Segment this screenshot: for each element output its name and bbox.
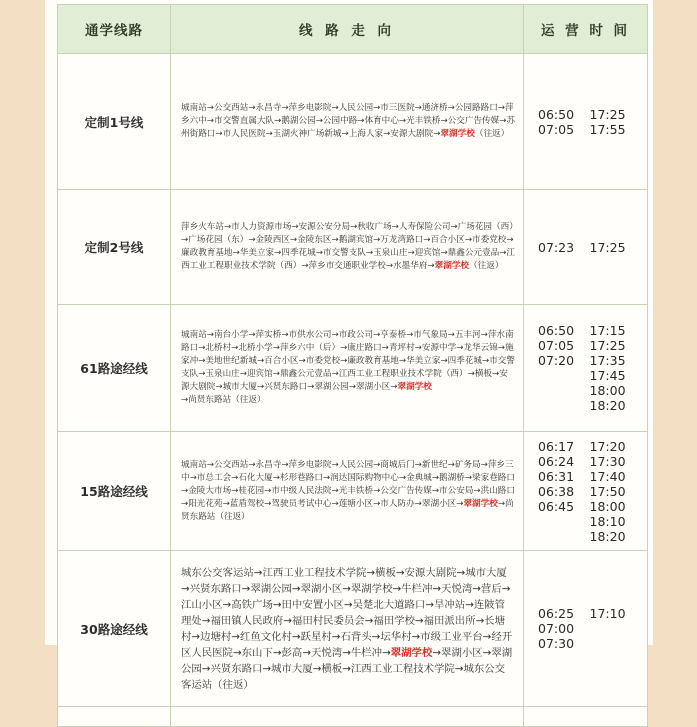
header-time: 运 营 时 间	[524, 5, 648, 54]
time-value: 18:00	[589, 498, 626, 514]
route-stops-tail: （往返）	[474, 129, 510, 139]
evening-times	[590, 240, 634, 255]
time-value: 17:50	[589, 483, 626, 499]
time-value: 17:35	[589, 353, 626, 368]
evening-times	[590, 107, 634, 137]
time-value: 07:23	[538, 239, 575, 255]
route-times	[524, 551, 648, 707]
school-stop: 翠湖学校	[440, 129, 475, 139]
time-value: 06:38	[538, 483, 575, 499]
route-times	[524, 54, 648, 190]
time-value: 06:50	[538, 106, 575, 122]
route-table	[57, 4, 648, 727]
route-stops: 城东公交客运站→江西工业工程技术学院→横板→安源大剧院→城市大厦→兴贤东路口→翠湖公园→翠湖小区→翠湖学校→牛栏冲→天悦湾→营后→江山小区→高铁广场→田中安置小区→吴楚北大道路口→旱冲站→连陂管理处→福田镇人民政府→福田村民委员会→福田学校→福田派出所→长塘村→边塘村→红鱼文化村→跃星村→石背头→坛华村→市级工业平台→经开区人民医院→东山下→彭高→天悦湾→牛栏冲→	[181, 566, 513, 659]
route-name: 15路途经线	[58, 432, 171, 551]
time-value: 06:24	[538, 453, 575, 469]
route-stops-tail: （往返）	[469, 261, 504, 271]
table-header-row	[58, 5, 648, 54]
time-value: 18:20	[589, 528, 626, 544]
table-row	[58, 432, 648, 551]
route-stops: 萍乡火车站→市人力资源市场→安源公安分局→秋收广场→人寿保险公司→广场花园（西）→广场花园（东）→金陵西区→金陵东区→鹅湖宾馆→万龙湾路口→百合小区→市委党校→廉政教育基地→华美立家→四季花城→市交警支队→玉泉山庄→迎宾馆→鼎鑫公元壹品→江西工业工程职业技术学院（西）→萍乡市交通职业学校→水墨华府→	[181, 222, 515, 271]
school-stop: 翠湖学校	[434, 261, 470, 271]
evening-times	[590, 439, 634, 544]
evening-times	[590, 323, 634, 413]
morning-times	[538, 240, 582, 255]
table-row	[58, 551, 648, 707]
time-value: 17:10	[589, 606, 626, 621]
time-value: 06:25	[538, 606, 575, 621]
route-direction	[171, 305, 524, 432]
header-direction: 线 路 走 向	[171, 5, 524, 54]
route-stops-tail: →尚贤东路站（往返）	[181, 498, 514, 522]
time-value: 07:05	[538, 338, 575, 353]
route-times	[524, 190, 648, 305]
time-value: 18:20	[589, 398, 626, 413]
route-name: 30路途经线	[58, 551, 171, 707]
route-stops: 城南站→公交西站→永昌寺→萍乡电影院→人民公园→商城后门→新世纪→矿务局→萍乡三中→市总工会→石化大厦→杉形巷路口→润达国际购物中心→金典城→鹅湖桥→梁家巷路口→金陵大市场→桂花园→市中级人民法院→光丰铁桥→公交广告传媒→市公安局→洪山路口→阳光花苑→蓝盾驾校→驾驶员考试中心→莲塘小区→市人防办→翠湖小区→	[181, 459, 515, 509]
morning-times	[538, 107, 582, 137]
time-value: 06:45	[538, 498, 575, 514]
table-row	[58, 305, 648, 432]
time-value: 17:25	[589, 239, 626, 255]
route-direction-empty	[171, 707, 524, 727]
time-value: 17:45	[589, 368, 626, 383]
time-value: 17:20	[589, 438, 626, 454]
route-times-empty	[524, 707, 648, 727]
time-value: 17:25	[589, 338, 626, 353]
time-value: 17:15	[589, 323, 626, 338]
route-direction	[171, 432, 524, 551]
header-route: 通学线路	[58, 5, 171, 54]
time-value: 06:31	[538, 468, 575, 484]
time-value: 17:40	[589, 468, 626, 484]
route-direction	[171, 190, 524, 305]
time-value: 18:00	[589, 383, 626, 398]
time-value: 06:50	[538, 323, 575, 338]
table-row	[58, 190, 648, 305]
time-value: 07:30	[538, 636, 575, 651]
route-stops: 城南站→公交西站→永昌寺→萍乡电影院→人民公园→市三医院→通济桥→公园路路口→萍乡六中→市交警直属大队→鹅湖公园→公园中路→体育中心→光丰铁桥→公交广告传媒→苏州街路口→市人民医院→玉湖火神广场新城→上海人家→安源大剧院→	[181, 103, 515, 139]
evening-times	[590, 606, 634, 651]
time-value: 07:00	[538, 621, 575, 636]
route-times	[524, 432, 648, 551]
route-stops-tail: →尚贤东路站（往返）	[181, 395, 266, 405]
morning-times	[538, 323, 582, 413]
route-times	[524, 305, 648, 432]
route-name: 定制1号线	[58, 54, 171, 190]
time-value: 17:30	[589, 453, 626, 469]
table-row	[58, 707, 648, 727]
route-name: 61路途经线	[58, 305, 171, 432]
route-direction	[171, 54, 524, 190]
school-stop: 翠湖学校	[397, 382, 432, 392]
route-stops: 城南站→南台小学→萍实桥→市供水公司→市政公司→亨泰桥→市气象局→五丰河→萍水南路口→北桥村→北桥小学→萍乡六中（后）→康庄路口→青坪村→安源中学→龙华云锦→施家冲→美地世纪新城→百合小区→市委党校→廉政教育基地→华美立家→四季花城→市交警支队→玉泉山庄→迎宾馆→鼎鑫公元壹品→江西工业工程职业技术学院（西）→横板→安源大剧院→城市大厦→兴贤东路口→翠湖公园→翠湖小区→	[181, 330, 515, 392]
school-stop: 翠湖学校	[390, 646, 433, 659]
time-value: 17:25	[589, 106, 626, 122]
morning-times	[538, 606, 582, 651]
time-value: 18:10	[589, 513, 626, 529]
route-stops-tail: →翠湖小区→翠湖公园→兴贤东路口→城市大厦→横板→江西工业工程技术学院→城东公交客运站（往返）	[181, 646, 513, 691]
table-row	[58, 54, 648, 190]
time-value: 17:55	[589, 121, 626, 137]
morning-times	[538, 439, 582, 544]
time-value: 06:17	[538, 438, 575, 454]
time-value: 07:05	[538, 121, 575, 137]
route-name: 定制2号线	[58, 190, 171, 305]
time-value: 07:20	[538, 353, 575, 368]
school-stop: 翠湖学校	[463, 498, 498, 509]
route-name-empty	[58, 707, 171, 727]
route-direction	[171, 551, 524, 707]
